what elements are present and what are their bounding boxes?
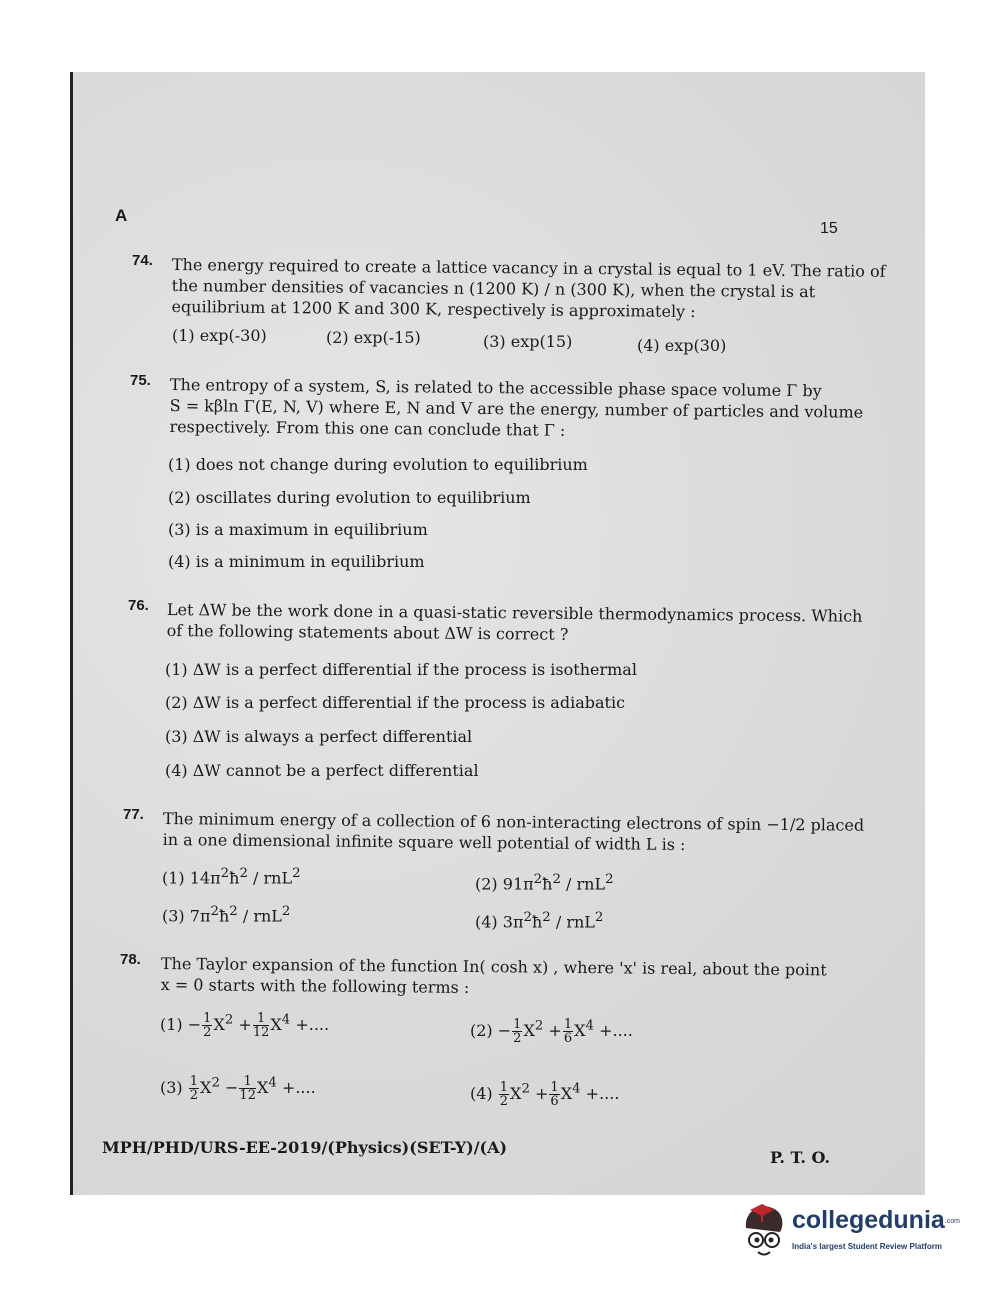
option: (1) exp(-30) [172, 326, 267, 345]
option: (3) exp(15) [483, 332, 573, 351]
question-line: The entropy of a system, S, is related to the accessible phase space volume Γ by [169, 374, 822, 401]
question-line: Let ΔW be the work done in a quasi-static reversible thermodynamics process. Which [166, 599, 863, 626]
question-line: x = 0 starts with the following terms : [160, 974, 470, 997]
option: (1) ΔW is a perfect differential if the process is isothermal [165, 660, 637, 679]
option: (4) ΔW cannot be a perfect differential [165, 761, 479, 780]
question-line: in a one dimensional infinite square well potential of width L is : [162, 829, 686, 855]
question-line: respectively. From this one can conclude that Γ : [169, 416, 566, 440]
option: (2) oscillates during evolution to equilibrium [168, 488, 531, 507]
option: (3) ΔW is always a perfect differential [165, 727, 473, 746]
option: (4) exp(30) [637, 336, 727, 355]
question-line: of the following statements about ΔW is correct ? [166, 620, 569, 644]
series-label: A [115, 206, 128, 225]
mascot-icon [740, 1202, 788, 1260]
question-text [161, 953, 827, 1001]
option: (3) $\frac{1}{2}$ $X^2$ − $\frac{1}{12}$ $X^4$ +.... [160, 1074, 316, 1103]
page-number: 15 [820, 220, 838, 237]
pto-label: P. T. O. [770, 1148, 831, 1167]
option: (2) $91\pi^2ħ^2 / rnL^2$ [475, 872, 614, 894]
collegedunia-logo [740, 1202, 970, 1262]
question-text [167, 599, 863, 648]
question-text [169, 374, 863, 444]
question-line: S = kβln Γ(E, N, V) where E, N and V are the energy, number of particles and volume [169, 395, 864, 422]
question-number: 78. [120, 951, 141, 968]
option: (1) − $\frac{1}{2}$ $X^2$ + $\frac{1}{12}$ $X^4$ +.... [160, 1011, 330, 1040]
option: (3) $7\pi^2ħ^2 / rnL^2$ [162, 904, 291, 926]
question-text [171, 254, 885, 324]
option: (1) does not change during evolution to equilibrium [168, 455, 588, 474]
question-line: equilibrium at 1200 K and 300 K, respectively is approximately : [171, 296, 696, 322]
question-line: The minimum energy of a collection of 6 non-interacting electrons of spin −1/2 placed [162, 808, 865, 835]
question-line: the number densities of vacancies n (1200 K) / n (300 K), when the crystal is at [171, 275, 816, 302]
question-number: 76. [128, 597, 149, 614]
option: (4) $\frac{1}{2}$ $X^2$ + $\frac{1}{6}$ $X^4$ +.... [470, 1080, 620, 1109]
question-number: 75. [130, 372, 151, 389]
option: (4) $3\pi^2ħ^2 / rnL^2$ [475, 910, 604, 932]
question-text [163, 808, 865, 857]
option: (2) exp(-15) [326, 328, 421, 347]
option: (1) $14\pi^2ħ^2 / rnL^2$ [162, 866, 301, 888]
brand-tagline: India's largest Student Review Platform [792, 1242, 942, 1251]
question-line: The energy required to create a lattice vacancy in a crystal is equal to 1 eV. The ratio of [171, 254, 886, 281]
brand-name: collegedunia.com [792, 1206, 960, 1234]
question-number: 77. [123, 806, 144, 823]
paper-code: MPH/PHD/URS-EE-2019/(Physics)(SET-Y)/(A) [102, 1138, 508, 1157]
option: (2) − $\frac{1}{2}$ $X^2$ + $\frac{1}{6}$ $X^4$ +.... [470, 1017, 633, 1046]
question-number: 74. [132, 252, 153, 269]
option: (4) is a minimum in equilibrium [168, 552, 425, 571]
option: (2) ΔW is a perfect differential if the process is adiabatic [165, 693, 626, 712]
question-line: The Taylor expansion of the function In( cosh x) , where 'x' is real, about the point [160, 953, 827, 980]
option: (3) is a maximum in equilibrium [168, 520, 428, 539]
